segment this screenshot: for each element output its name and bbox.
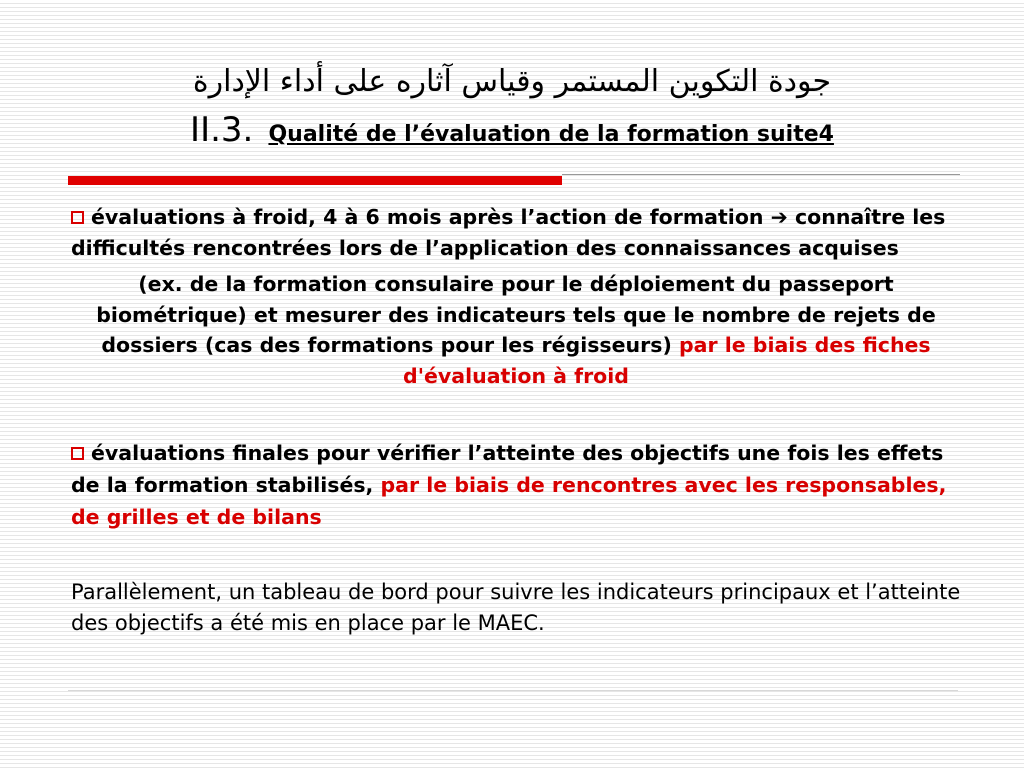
title-underline-red (68, 176, 562, 185)
slide-title-arabic: جودة التكوين المستمر وقياس آثاره على أداء الإدارة (192, 64, 832, 99)
cold-evaluation-continuation: connaître les difficultés rencontrées lors de l’application des connaissances acquises (71, 205, 946, 260)
bullet-item-cold-evaluation (71, 202, 961, 263)
slide-title-french: Qualité de l’évaluation de la formation suite4 (268, 122, 834, 147)
title-underline-gray (562, 174, 960, 175)
slide-content (71, 202, 961, 638)
dashboard-paragraph: Parallèlement, un tableau de bord pour suivre les indicateurs principaux et l’atteinte des objectifs a été mis en place par le MAEC. (71, 580, 961, 635)
final-evaluation-red-text: par le biais de rencontres avec les responsables, de grilles et de bilans (71, 473, 947, 529)
example-text: (ex. de la formation consulaire pour le déploiement du passeport biométrique) et mesurer des indicateurs tels que le nombre de rejets de dossiers (cas des formations pour les régisseurs) (96, 272, 936, 357)
final-evaluation-text: évaluations finales pour vérifier l’atteinte des objectifs une fois les effets de la formation stabilisés, (71, 441, 944, 497)
arrow-right-icon: ➔ (770, 205, 788, 229)
example-red-text: par le biais des fiches d'évaluation à froid (403, 333, 931, 388)
slide-title (60, 108, 964, 158)
square-bullet-icon (71, 447, 84, 460)
bullet-item-final-evaluation (71, 437, 961, 533)
square-bullet-icon (71, 211, 84, 224)
cold-evaluation-text: évaluations à froid, 4 à 6 mois après l’action de formation (91, 205, 764, 229)
bottom-divider (68, 690, 958, 691)
cold-evaluation-example (71, 269, 961, 391)
section-number: II.3. (190, 110, 254, 150)
